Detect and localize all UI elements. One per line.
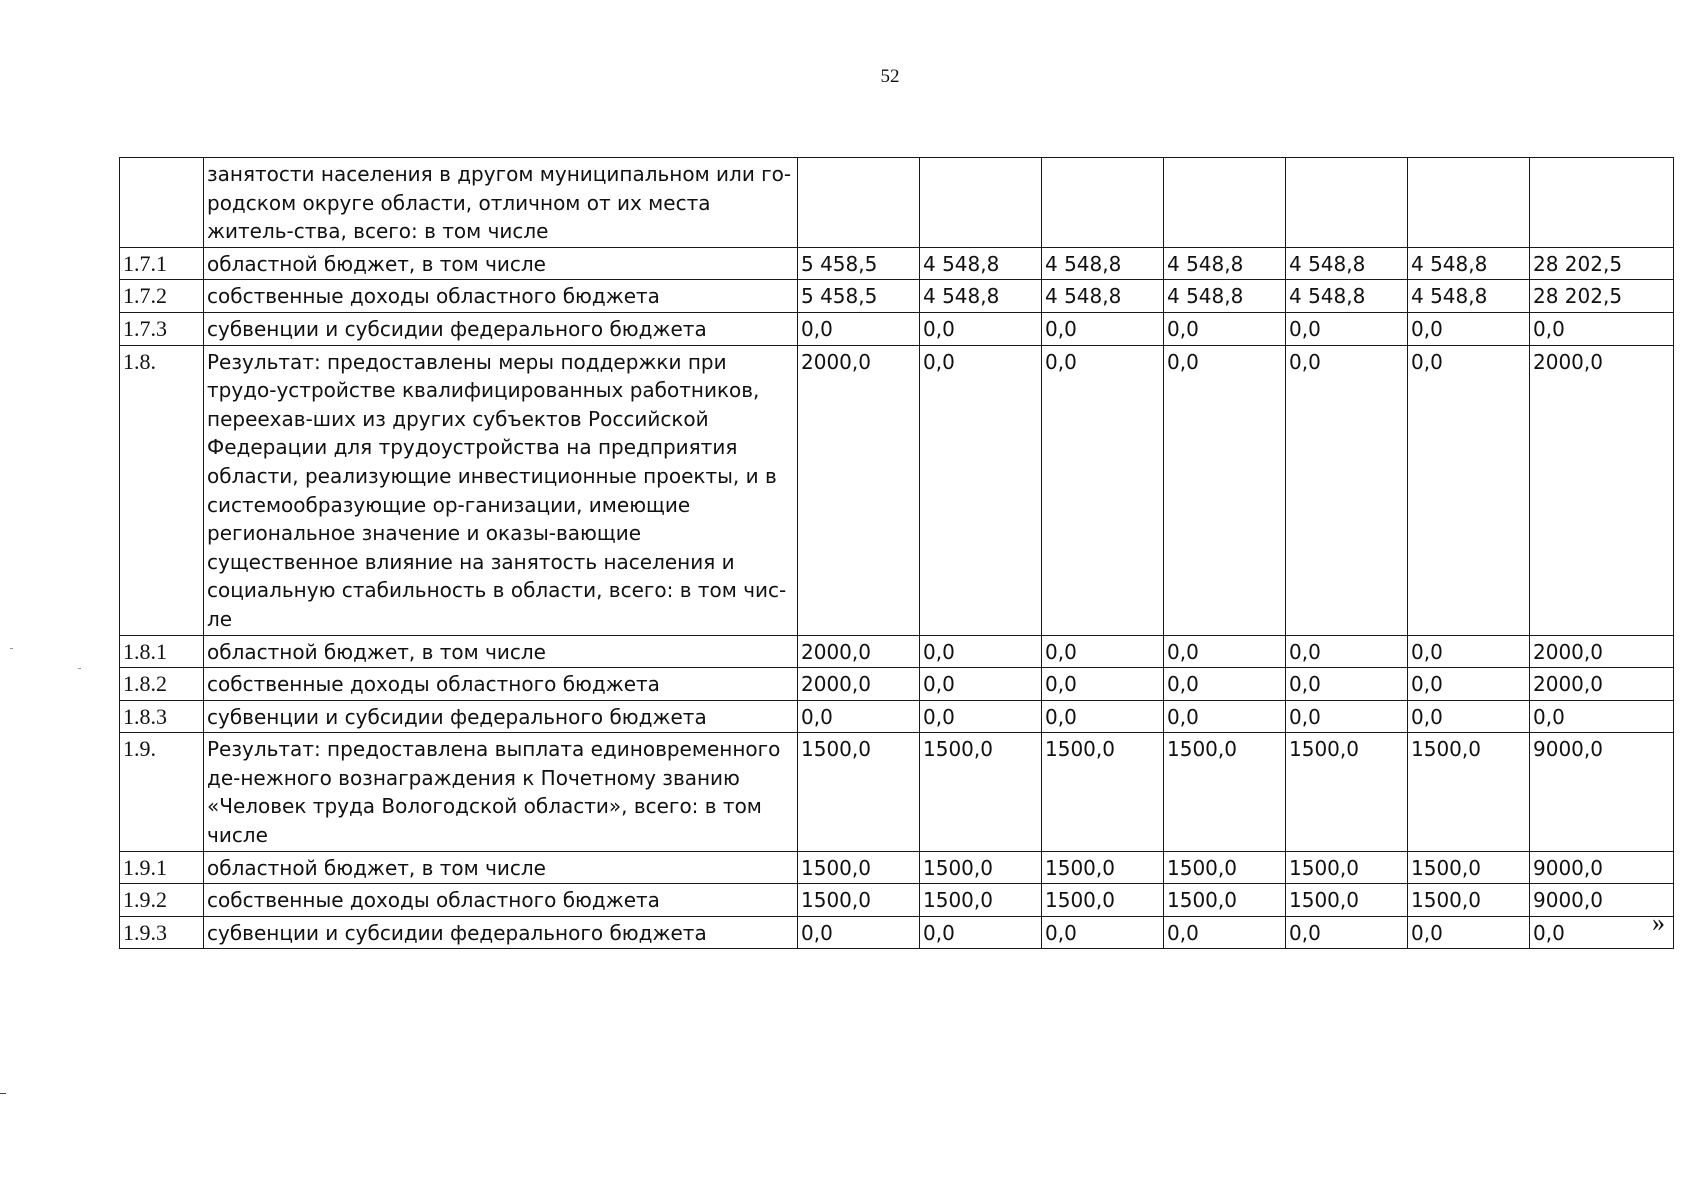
table-row bbox=[120, 700, 1674, 733]
value-cell-year-3: 0,0 bbox=[1042, 345, 1164, 635]
budget-table bbox=[119, 157, 1674, 949]
value-cell-year-3: 0,0 bbox=[1042, 700, 1164, 733]
value-cell-year-3: 0,0 bbox=[1042, 916, 1164, 949]
value-cell-year-1: 5 458,5 bbox=[798, 280, 920, 313]
value-cell-year-5: 1500,0 bbox=[1286, 733, 1408, 851]
value-cell-year-4: 1500,0 bbox=[1164, 884, 1286, 917]
value-cell-year-5: 0,0 bbox=[1286, 312, 1408, 345]
page-number: 52 bbox=[880, 66, 900, 87]
value-cell-year-3: 1500,0 bbox=[1042, 884, 1164, 917]
scan-artifact bbox=[0, 1093, 6, 1094]
value-cell-year-7: 0,0 bbox=[1530, 916, 1674, 949]
scan-artifact bbox=[78, 668, 81, 669]
value-cell-year-6: 0,0 bbox=[1408, 700, 1530, 733]
value-cell-year-2: 4 548,8 bbox=[920, 247, 1042, 280]
row-description-cell: собственные доходы областного бюджета bbox=[204, 884, 798, 917]
value-cell-year-4: 1500,0 bbox=[1164, 733, 1286, 851]
value-cell-year-1: 1500,0 bbox=[798, 733, 920, 851]
value-cell-year-3: 0,0 bbox=[1042, 668, 1164, 701]
row-number-cell: 1.9. bbox=[120, 733, 204, 851]
row-number-cell: 1.8.2 bbox=[120, 668, 204, 701]
row-description-cell: занятости населения в другом муниципальном или го-родском округе области, отличном от их места житель-ства, всего: в том числе bbox=[204, 158, 798, 248]
value-cell-year-7: 0,0 bbox=[1530, 700, 1674, 733]
table-row bbox=[120, 916, 1674, 949]
value-cell-year-2: 1500,0 bbox=[920, 851, 1042, 884]
value-cell-year-6: 1500,0 bbox=[1408, 884, 1530, 917]
row-number-cell: 1.9.2 bbox=[120, 884, 204, 917]
value-cell-year-5: 0,0 bbox=[1286, 916, 1408, 949]
value-cell-year-4: 0,0 bbox=[1164, 700, 1286, 733]
value-cell-year-3: 1500,0 bbox=[1042, 733, 1164, 851]
value-cell-year-5 bbox=[1286, 158, 1408, 248]
value-cell-year-6: 0,0 bbox=[1408, 312, 1530, 345]
value-cell-year-7: 2000,0 bbox=[1530, 345, 1674, 635]
value-cell-year-1: 1500,0 bbox=[798, 884, 920, 917]
value-cell-year-7: 28 202,5 bbox=[1530, 280, 1674, 313]
value-cell-year-3: 0,0 bbox=[1042, 635, 1164, 668]
value-cell-year-4: 4 548,8 bbox=[1164, 280, 1286, 313]
value-cell-year-1 bbox=[798, 158, 920, 248]
table-row bbox=[120, 158, 1674, 248]
value-cell-year-3: 0,0 bbox=[1042, 312, 1164, 345]
value-cell-year-7 bbox=[1530, 158, 1674, 248]
value-cell-year-2: 0,0 bbox=[920, 345, 1042, 635]
row-description-cell: субвенции и субсидии федерального бюджета bbox=[204, 700, 798, 733]
value-cell-year-5: 0,0 bbox=[1286, 700, 1408, 733]
value-cell-year-2: 0,0 bbox=[920, 312, 1042, 345]
value-cell-year-6: 0,0 bbox=[1408, 668, 1530, 701]
value-cell-year-1: 0,0 bbox=[798, 312, 920, 345]
value-cell-year-4: 1500,0 bbox=[1164, 851, 1286, 884]
row-number-cell: 1.8. bbox=[120, 345, 204, 635]
table-row bbox=[120, 884, 1674, 917]
table-row bbox=[120, 668, 1674, 701]
value-cell-year-1: 2000,0 bbox=[798, 668, 920, 701]
table-body bbox=[120, 158, 1674, 949]
value-cell-year-2: 1500,0 bbox=[920, 884, 1042, 917]
value-cell-year-5: 0,0 bbox=[1286, 668, 1408, 701]
value-cell-year-3: 4 548,8 bbox=[1042, 247, 1164, 280]
row-description-cell: областной бюджет, в том числе bbox=[204, 247, 798, 280]
value-cell-year-7: 28 202,5 bbox=[1530, 247, 1674, 280]
value-cell-year-7: 9000,0 bbox=[1530, 851, 1674, 884]
row-description-cell: областной бюджет, в том числе bbox=[204, 851, 798, 884]
row-number-cell: 1.9.3 bbox=[120, 916, 204, 949]
value-cell-year-4: 0,0 bbox=[1164, 345, 1286, 635]
row-description-cell: Результат: предоставлена выплата единовременного де-нежного вознаграждения к Почетному званию «Человек труда Вологодской области», всего: в том числе bbox=[204, 733, 798, 851]
row-description-cell: Результат: предоставлены меры поддержки при трудо-устройстве квалифицированных работников, переехав-ших из других субъектов Российской Федерации для трудоустройства на предприятия области, реализующие инвестиционные проекты, и в системообразующие ор-ганизации, имеющие региональное значение и оказы-вающие существенное влияние на занятость населения и социальную стабильность в области, всего: в том чис-ле bbox=[204, 345, 798, 635]
value-cell-year-5: 0,0 bbox=[1286, 635, 1408, 668]
row-description-cell: собственные доходы областного бюджета bbox=[204, 668, 798, 701]
row-description-cell: субвенции и субсидии федерального бюджета bbox=[204, 312, 798, 345]
value-cell-year-2: 0,0 bbox=[920, 635, 1042, 668]
row-number-cell: 1.7.2 bbox=[120, 280, 204, 313]
value-cell-year-2: 0,0 bbox=[920, 668, 1042, 701]
value-cell-year-1: 5 458,5 bbox=[798, 247, 920, 280]
value-cell-year-4 bbox=[1164, 158, 1286, 248]
value-cell-year-6: 0,0 bbox=[1408, 916, 1530, 949]
value-cell-year-5: 1500,0 bbox=[1286, 884, 1408, 917]
scan-artifact bbox=[10, 648, 13, 649]
value-cell-year-4: 4 548,8 bbox=[1164, 247, 1286, 280]
row-number-cell: 1.7.3 bbox=[120, 312, 204, 345]
value-cell-year-4: 0,0 bbox=[1164, 312, 1286, 345]
value-cell-year-4: 0,0 bbox=[1164, 916, 1286, 949]
value-cell-year-1: 2000,0 bbox=[798, 635, 920, 668]
row-number-cell: 1.8.3 bbox=[120, 700, 204, 733]
value-cell-year-5: 4 548,8 bbox=[1286, 247, 1408, 280]
value-cell-year-6: 1500,0 bbox=[1408, 733, 1530, 851]
value-cell-year-7: 2000,0 bbox=[1530, 668, 1674, 701]
value-cell-year-7: 9000,0 bbox=[1530, 733, 1674, 851]
row-number-cell bbox=[120, 158, 204, 248]
value-cell-year-1: 1500,0 bbox=[798, 851, 920, 884]
table-row bbox=[120, 635, 1674, 668]
value-cell-year-7: 0,0 bbox=[1530, 312, 1674, 345]
value-cell-year-1: 2000,0 bbox=[798, 345, 920, 635]
value-cell-year-2: 4 548,8 bbox=[920, 280, 1042, 313]
row-description-cell: субвенции и субсидии федерального бюджета bbox=[204, 916, 798, 949]
row-number-cell: 1.9.1 bbox=[120, 851, 204, 884]
value-cell-year-5: 4 548,8 bbox=[1286, 280, 1408, 313]
value-cell-year-2: 1500,0 bbox=[920, 733, 1042, 851]
closing-quote-mark: » bbox=[1652, 908, 1665, 937]
value-cell-year-2 bbox=[920, 158, 1042, 248]
value-cell-year-3: 4 548,8 bbox=[1042, 280, 1164, 313]
value-cell-year-2: 0,0 bbox=[920, 916, 1042, 949]
value-cell-year-3 bbox=[1042, 158, 1164, 248]
value-cell-year-4: 0,0 bbox=[1164, 668, 1286, 701]
value-cell-year-5: 0,0 bbox=[1286, 345, 1408, 635]
value-cell-year-7: 2000,0 bbox=[1530, 635, 1674, 668]
table-row bbox=[120, 851, 1674, 884]
value-cell-year-2: 0,0 bbox=[920, 700, 1042, 733]
value-cell-year-6: 0,0 bbox=[1408, 635, 1530, 668]
table-row bbox=[120, 247, 1674, 280]
value-cell-year-6: 4 548,8 bbox=[1408, 247, 1530, 280]
value-cell-year-4: 0,0 bbox=[1164, 635, 1286, 668]
value-cell-year-1: 0,0 bbox=[798, 916, 920, 949]
value-cell-year-6: 1500,0 bbox=[1408, 851, 1530, 884]
row-number-cell: 1.7.1 bbox=[120, 247, 204, 280]
row-number-cell: 1.8.1 bbox=[120, 635, 204, 668]
table-row bbox=[120, 280, 1674, 313]
value-cell-year-1: 0,0 bbox=[798, 700, 920, 733]
value-cell-year-3: 1500,0 bbox=[1042, 851, 1164, 884]
row-description-cell: областной бюджет, в том числе bbox=[204, 635, 798, 668]
value-cell-year-6: 0,0 bbox=[1408, 345, 1530, 635]
table-row bbox=[120, 733, 1674, 851]
value-cell-year-6: 4 548,8 bbox=[1408, 280, 1530, 313]
table-row bbox=[120, 312, 1674, 345]
value-cell-year-7: 9000,0 bbox=[1530, 884, 1674, 917]
value-cell-year-5: 1500,0 bbox=[1286, 851, 1408, 884]
row-description-cell: собственные доходы областного бюджета bbox=[204, 280, 798, 313]
value-cell-year-6 bbox=[1408, 158, 1530, 248]
table-row bbox=[120, 345, 1674, 635]
